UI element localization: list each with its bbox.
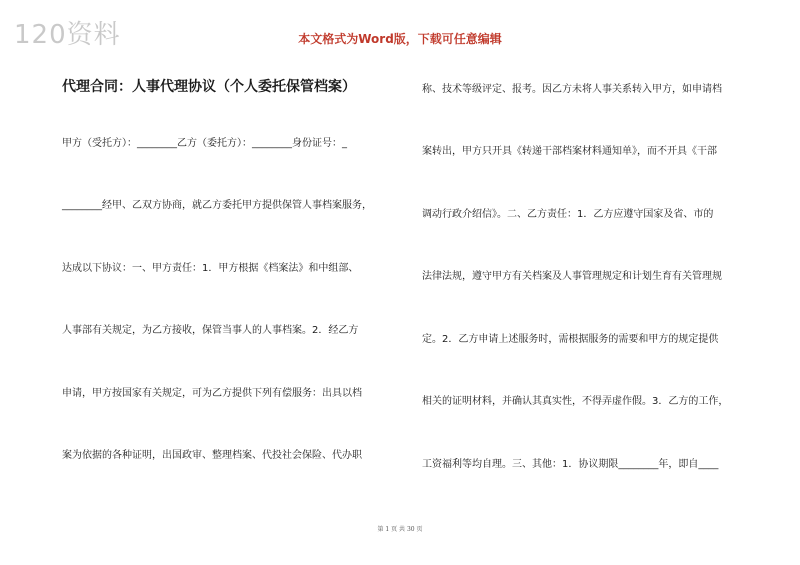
format-banner: 本文格式为Word版，下载可任意编辑	[298, 32, 502, 46]
left-line-3: 达成以下协议：一、甲方责任：1．甲方根据《档案法》和中组部、	[62, 263, 359, 274]
left-line-4: 人事部有关规定，为乙方接收，保管当事人的人事档案。2．经乙方	[62, 325, 359, 336]
left-line-2: ________经甲、乙双方协商，就乙方委托甲方提供保管人事档案服务，	[62, 200, 372, 211]
right-line-4: 法律法规，遵守甲方有关档案及人事管理规定和计划生育有关管理规	[422, 271, 722, 282]
document-title: 代理合同：人事代理协议（个人委托保管档案）	[62, 79, 356, 95]
left-column	[62, 72, 402, 461]
watermark-logo: 120资料	[14, 20, 121, 50]
right-line-5: 定。2．乙方申请上述服务时，需根据服务的需要和甲方的规定提供	[422, 334, 719, 345]
left-line-5: 申请，甲方按国家有关规定，可为乙方提供下列有偿服务：出具以档	[62, 388, 362, 399]
page-footer: 第 1 页 共 30 页	[377, 526, 423, 533]
right-line-3: 调动行政介绍信》。二、乙方责任：1．乙方应遵守国家及省、市的	[422, 209, 714, 220]
right-line-1: 称、技术等级评定、报考。因乙方未将人事关系转入甲方，如申请档	[422, 84, 722, 95]
right-line-2: 案转出，甲方只开具《转递干部档案材料通知单》，而不开具《干部	[422, 146, 717, 157]
right-line-7: 工资福利等均自理。三、其他：1．协议期限________年，即自____	[422, 459, 719, 470]
left-line-6: 案为依据的各种证明，出国政审、整理档案、代投社会保险、代办职	[62, 450, 362, 461]
left-line-1: 甲方（受托方）：________乙方（委托方）：________身份证号：_	[62, 138, 347, 149]
right-line-6: 相关的证明材料，并确认其真实性，不得弄虚作假。3．乙方的工作，	[422, 396, 729, 407]
